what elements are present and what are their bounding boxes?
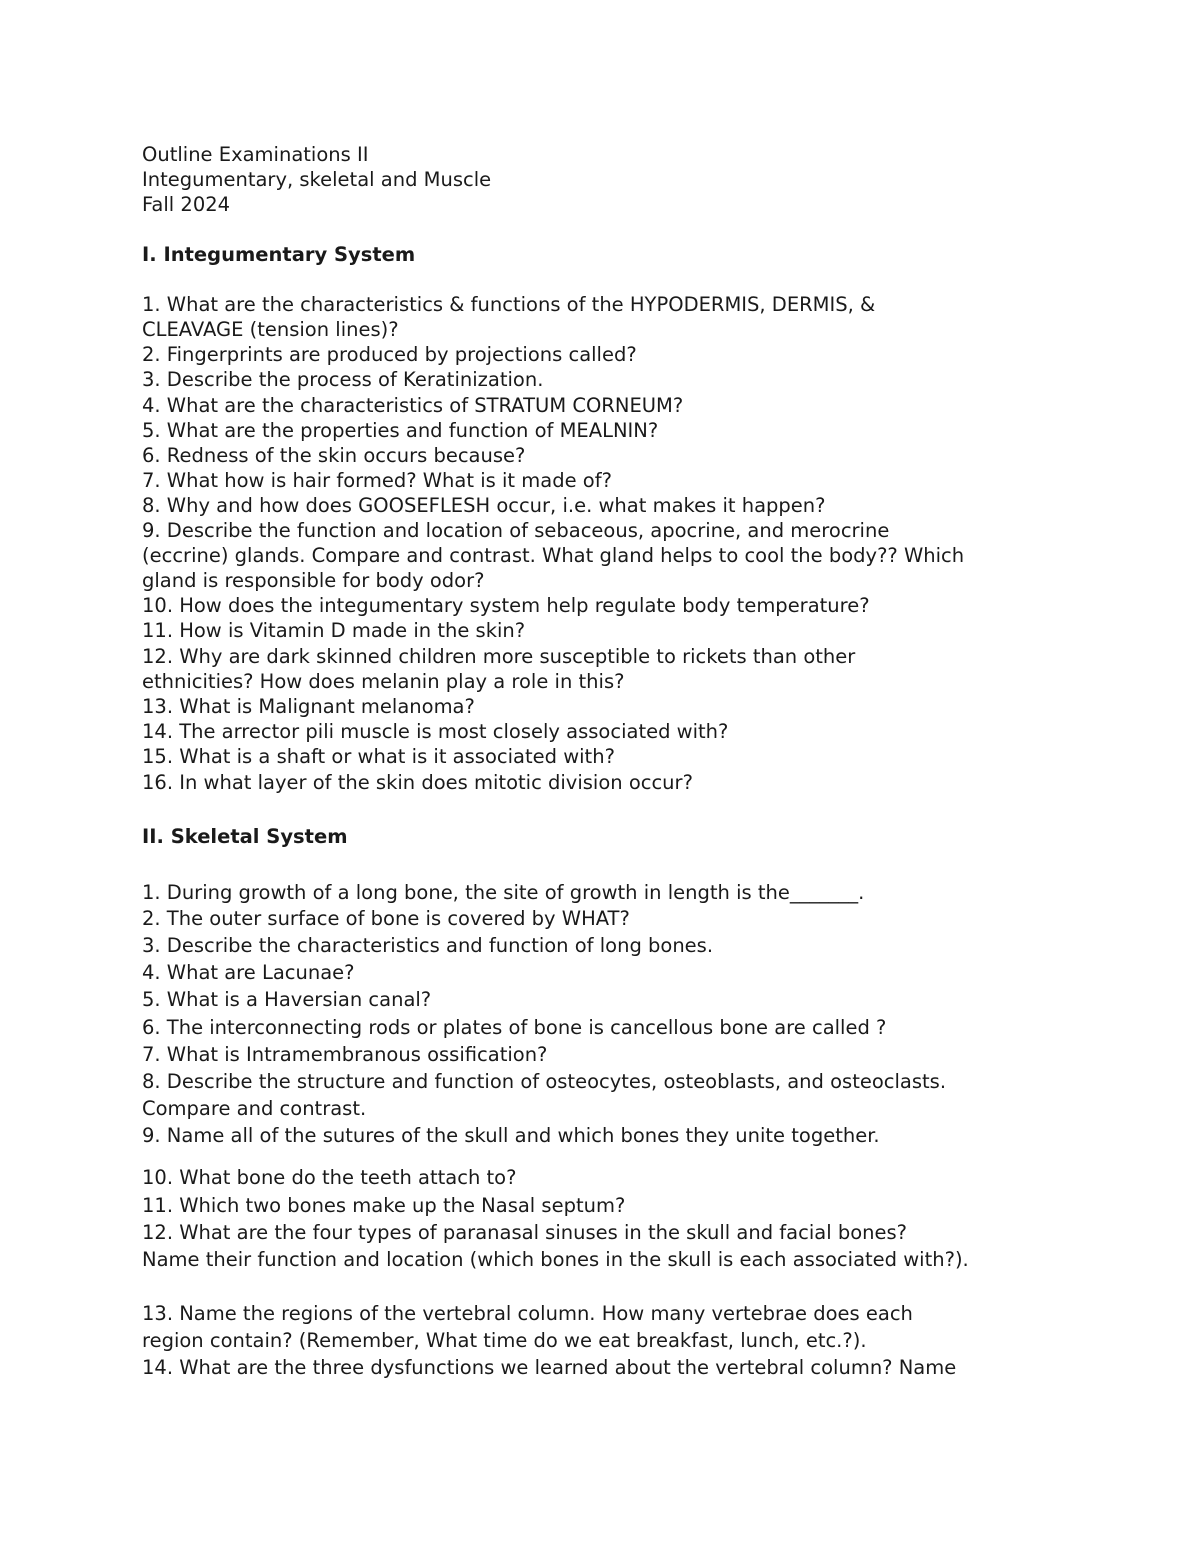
question-line: 4. What are Lacunae?: [142, 961, 355, 984]
question-line: 7. What is Intramembranous ossification?: [142, 1043, 548, 1066]
section-heading-integumentary: I. Integumentary System: [142, 243, 416, 266]
question-line: 11. Which two bones make up the Nasal septum?: [142, 1194, 626, 1217]
question-line: CLEAVAGE (tension lines)?: [142, 318, 399, 341]
question-line: ethnicities? How does melanin play a role in this?: [142, 670, 625, 693]
section-heading-skeletal: II. Skeletal System: [142, 825, 348, 848]
question-line: 12. Why are dark skinned children more susceptible to rickets than other: [142, 645, 856, 668]
question-line: 8. Describe the structure and function of osteocytes, osteoblasts, and osteoclasts.: [142, 1070, 947, 1093]
question-line: 3. Describe the process of Keratinization.: [142, 368, 544, 391]
question-line: 5. What are the properties and function of MEALNIN?: [142, 419, 659, 442]
question-line: 12. What are the four types of paranasal sinuses in the skull and facial bones?: [142, 1221, 907, 1244]
question-line: 4. What are the characteristics of STRATUM CORNEUM?: [142, 394, 684, 417]
question-line: 13. What is Malignant melanoma?: [142, 695, 475, 718]
question-line: 8. Why and how does GOOSEFLESH occur, i.e. what makes it happen?: [142, 494, 826, 517]
question-line: 2. The outer surface of bone is covered by WHAT?: [142, 907, 630, 930]
question-line: 14. The arrector pili muscle is most closely associated with?: [142, 720, 729, 743]
document-term: Fall 2024: [142, 193, 231, 216]
question-line: 1. What are the characteristics & functions of the HYPODERMIS, DERMIS, &: [142, 293, 876, 316]
question-line: 2. Fingerprints are produced by projections called?: [142, 343, 637, 366]
question-line: Name their function and location (which bones in the skull is each associated with?).: [142, 1248, 969, 1271]
document-title: Outline Examinations II: [142, 143, 369, 166]
document-subtitle: Integumentary, skeletal and Muscle: [142, 168, 492, 191]
question-line: 9. Describe the function and location of sebaceous, apocrine, and merocrine: [142, 519, 890, 542]
question-line: 10. What bone do the teeth attach to?: [142, 1166, 517, 1189]
question-line: region contain? (Remember, What time do we eat breakfast, lunch, etc.?).: [142, 1329, 867, 1352]
question-line: 16. In what layer of the skin does mitotic division occur?: [142, 771, 693, 794]
question-line: 3. Describe the characteristics and function of long bones.: [142, 934, 714, 957]
question-line: 9. Name all of the sutures of the skull and which bones they unite together.: [142, 1124, 880, 1147]
question-line: Compare and contrast.: [142, 1097, 367, 1120]
question-line: 14. What are the three dysfunctions we learned about the vertebral column? Name: [142, 1356, 957, 1379]
question-line: 10. How does the integumentary system help regulate body temperature?: [142, 594, 870, 617]
question-line: 15. What is a shaft or what is it associated with?: [142, 745, 615, 768]
question-line: (eccrine) glands. Compare and contrast. What gland helps to cool the body?? Which: [142, 544, 965, 567]
question-line: 6. The interconnecting rods or plates of bone is cancellous bone are called ?: [142, 1016, 887, 1039]
question-line: 5. What is a Haversian canal?: [142, 988, 432, 1011]
question-line: 11. How is Vitamin D made in the skin?: [142, 619, 526, 642]
question-line: gland is responsible for body odor?: [142, 569, 485, 592]
question-line: 13. Name the regions of the vertebral column. How many vertebrae does each: [142, 1302, 913, 1325]
question-line: 6. Redness of the skin occurs because?: [142, 444, 526, 467]
question-line: 7. What how is hair formed? What is it made of?: [142, 469, 612, 492]
question-line: 1. During growth of a long bone, the site of growth in length is the_______.: [142, 881, 865, 904]
